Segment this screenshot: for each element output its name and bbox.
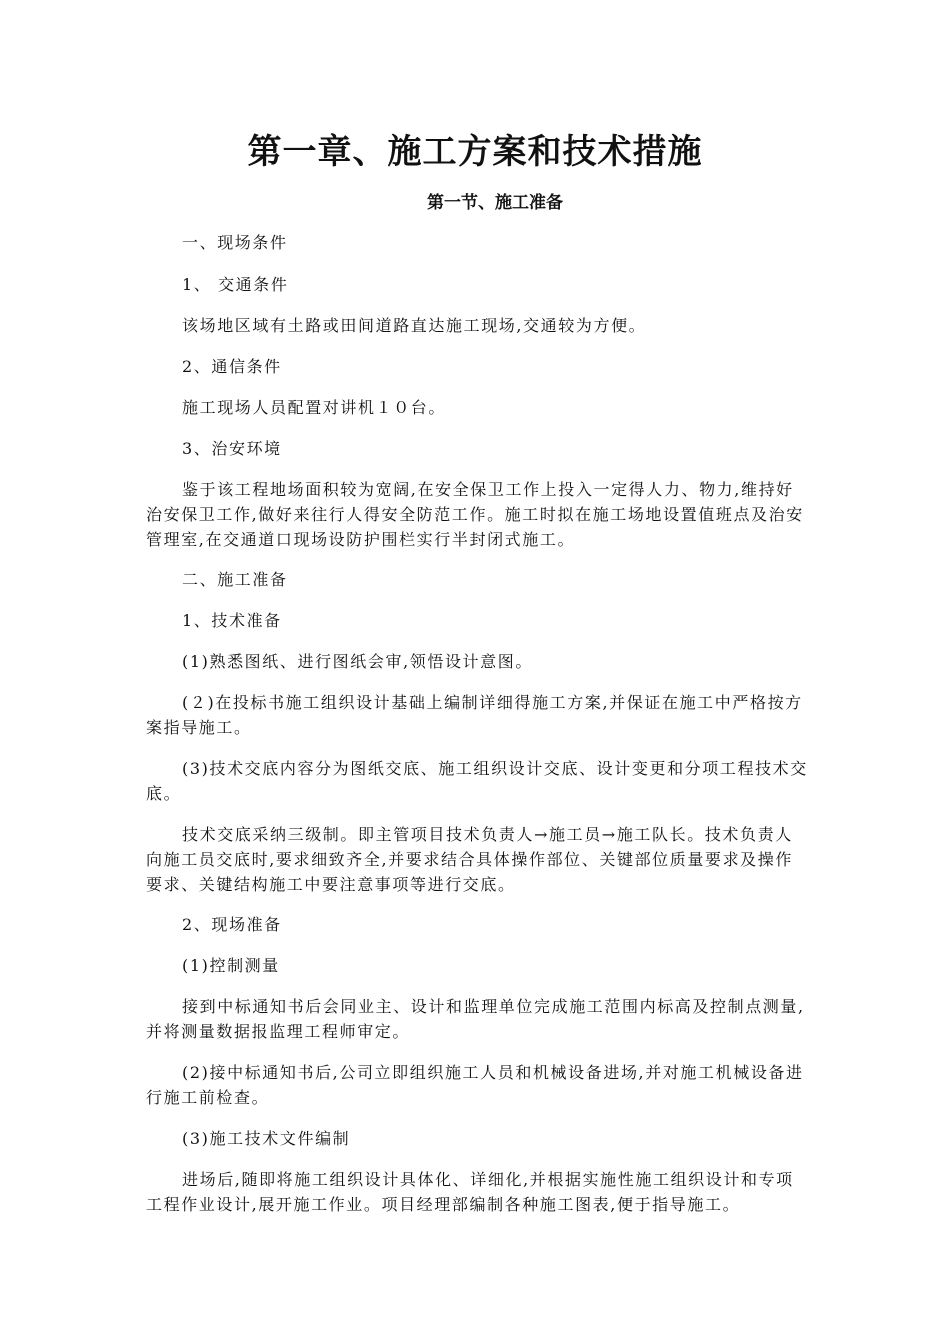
subheading-communication: 2、通信条件 (182, 357, 282, 376)
paragraph-technical-disclosure: (3)技术交底内容分为图纸交底、施工组织设计交底、设计变更和分项工程技术交底。 (146, 759, 808, 803)
heading-site-conditions: 一、现场条件 (182, 233, 288, 252)
subheading-security: 3、治安环境 (182, 439, 282, 458)
chapter-title: 第一章、施工方案和技术措施 (247, 132, 703, 172)
section-title: 第一节、施工准备 (427, 193, 563, 213)
paragraph-equipment: (2)接中标通知书后,公司立即组织施工人员和机械设备进场,并对施工机械设备进行施工前检查。 (146, 1063, 804, 1107)
paragraph-control-survey: 接到中标通知书后会同业主、设计和监理单位完成施工范围内标高及控制点测量,并将测量数据报监理工程师审定。 (146, 997, 805, 1041)
subheading-traffic: 1、 交通条件 (182, 275, 289, 294)
paragraph-traffic: 该场地区域有土路或田间道路直达施工现场,交通较为方便。 (182, 316, 647, 335)
subheading-tech-documents: (3)施工技术文件编制 (182, 1129, 351, 1148)
paragraph-communication: 施工现场人员配置对讲机１０台。 (182, 398, 447, 417)
subheading-technical-prep: 1、技术准备 (182, 611, 282, 630)
subheading-site-prep: 2、现场准备 (182, 915, 282, 934)
paragraph-security: 鉴于该工程地场面积较为宽阔,在安全保卫工作上投入一定得人力、物力,维持好治安保卫工作,做好来往行人得安全防范工作。施工时拟在施工场地设置值班点及治安管理室,在交通道口现场设防护围栏实行半封闭式施工。 (146, 480, 804, 549)
paragraph-construction-plan: (２)在投标书施工组织设计基础上编制详细得施工方案,并保证在施工中严格按方案指导施工。 (146, 693, 803, 737)
paragraph-three-level: 技术交底采纳三级制。即主管项目技术负责人→施工员→施工队长。技术负责人向施工员交底时,要求细致齐全,并要求结合具体操作部位、关键部位质量要求及操作要求、关键结构施工中要注意事项等进行交底。 (146, 825, 793, 894)
paragraph-drawings: (1)熟悉图纸、进行图纸会审,领悟设计意图。 (182, 652, 533, 671)
subheading-control-survey: (1)控制测量 (182, 956, 280, 975)
paragraph-tech-documents: 进场后,随即将施工组织设计具体化、详细化,并根据实施性施工组织设计和专项工程作业设计,展开施工作业。项目经理部编制各种施工图表,便于指导施工。 (146, 1170, 794, 1214)
heading-construction-prep: 二、施工准备 (182, 570, 288, 589)
